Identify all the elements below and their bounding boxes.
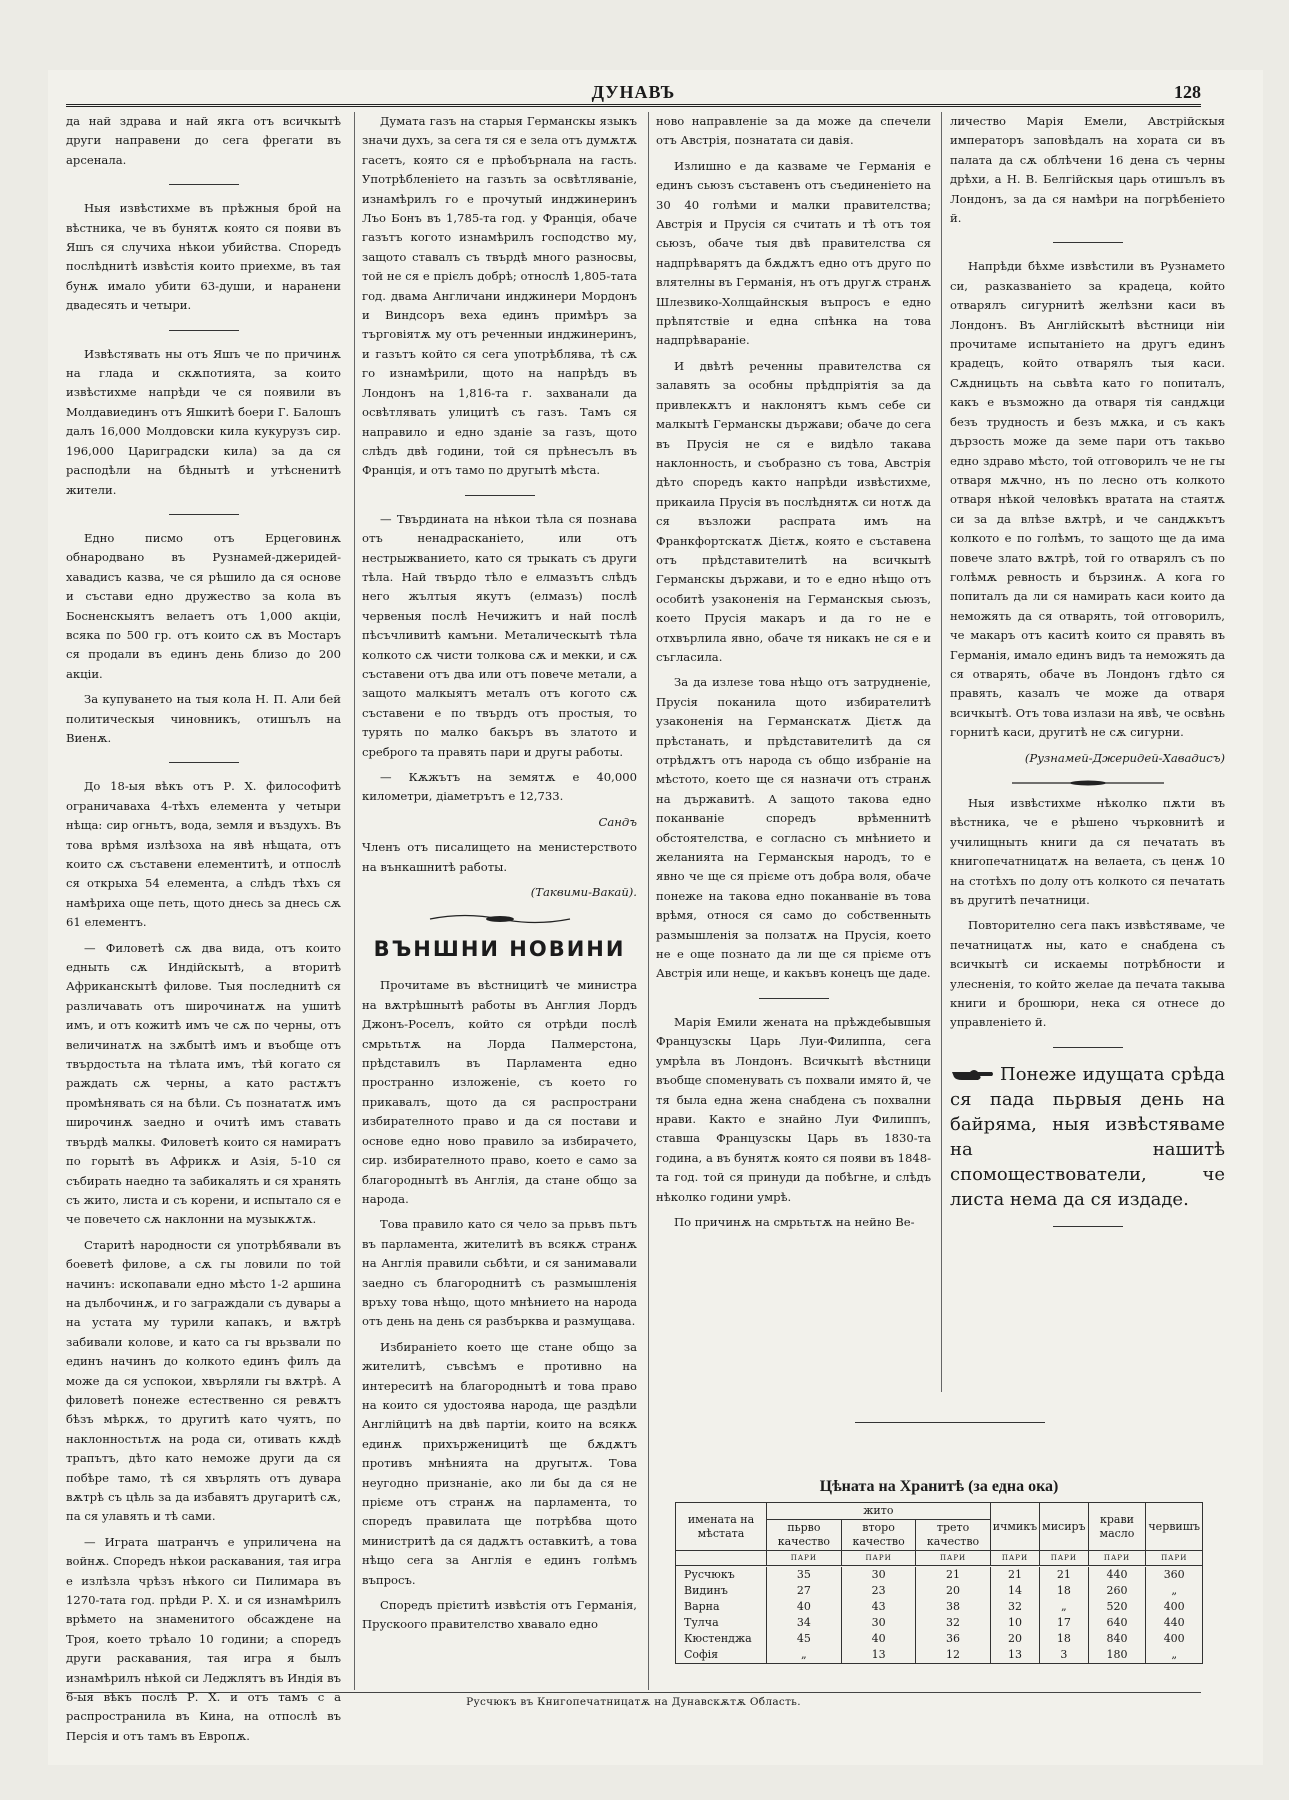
article-paragraph: Ныя извѣстихме нѣколко пѫти въ вѣстника, че е рѣшено чърковнитѣ и училищныть книги да ся печатать въ книгопечатницатѫ на велаета, съ ценѫ 10 на стотѣхъ по долу отъ колкото ся печатать въ другитѣ печатници. bbox=[950, 796, 1225, 908]
article-paragraph: Извѣстявать ны отъ Яшъ че по причинѫ на глада и скѫпотията, за които извѣстихме напрѣди че ся появили въ Молдавиединъ отъ Яшкитѣ боери Г. Балошъ далъ 16,000 Молдовски кила кукурузъ сир. 196,000 Цариградски кила) за да ся расподѣли на бѣднытѣ и утѣсненитѣ жители. bbox=[66, 346, 341, 497]
cell-maize: 18 bbox=[1040, 1583, 1088, 1599]
cell-maize: „ bbox=[1040, 1599, 1088, 1615]
ornament-divider bbox=[1008, 778, 1168, 788]
article-paragraph: Думата газъ на старыя Германскы языкъ значи духъ, за сега тя ся е зела отъ думѫтѫ гасетъ, която ся е прѣобърнала на гасть. Употрѣбленіето на газъть за освѣтляваніе, изнамѣрилъ го е прочутый инджинеринъ Лъо Бонъ въ 1,785-та год. у Франція, обаче газътъ когото изнамѣрилъ господство му, защото ставалъ съ твърдѣ много разносвы, той не ся е прієлъ добрѣ; относлѣ 1,805-тата год. двама Англичани инджинери Мордонъ и Виндсоръ веха единъ примѣръ за търговіятѫ му отъ реченныи инджинеринъ, и газътъ който ся сега употрѣблява, тѣ сѫ го изнамѣрили, щото на напрѣдъ въ Лондонъ на 1,816-та г. захванали да освѣтлявать улицитѣ съ газъ. Тамъ ся направило и едно зданіе за газъ, щото слѣдъ двѣ години, той ся прѣнесълъ въ Франція, и отъ тамо по другытѣ мѣста. bbox=[362, 114, 637, 478]
unit-label: ПАРИ bbox=[767, 1551, 842, 1566]
grain-prices bbox=[675, 1478, 1203, 1664]
prices-title: Цѣната на Хранитѣ (за една ока) bbox=[819, 1478, 1059, 1495]
column-header-barley: ичмикъ bbox=[990, 1503, 1039, 1551]
cell-q2: 30 bbox=[841, 1567, 916, 1583]
article-separator bbox=[759, 998, 829, 999]
masthead-rule bbox=[66, 104, 1201, 107]
cell-q1: 27 bbox=[767, 1583, 842, 1599]
cell-wine: 400 bbox=[1146, 1599, 1203, 1615]
cell-q1: 45 bbox=[767, 1631, 842, 1647]
unit-label: ПАРИ bbox=[916, 1551, 990, 1566]
article-separator bbox=[169, 514, 239, 515]
article-paragraph: Членъ отъ писалището на менистерството на вънкашнитѣ работы. bbox=[362, 840, 637, 874]
footer-rule bbox=[66, 1692, 1201, 1693]
cell-wine: „ bbox=[1146, 1583, 1203, 1599]
holiday-notice-text: Понеже идущата срѣда ся пада пьрвыя день на байряма, ныя извѣстяваме на нашитѣ спомоществователи, че листа нема да ся издаде. bbox=[950, 1063, 1225, 1210]
cell-q3: 20 bbox=[916, 1583, 990, 1599]
cell-wine: 400 bbox=[1146, 1631, 1203, 1647]
column-1 bbox=[66, 112, 341, 1743]
cell-wine: 440 bbox=[1146, 1615, 1203, 1631]
column-2 bbox=[362, 112, 637, 1692]
cell-q2: 43 bbox=[841, 1599, 916, 1615]
unit-cell bbox=[676, 1551, 767, 1566]
article-separator bbox=[169, 762, 239, 763]
unit-label: ПАРИ bbox=[1146, 1551, 1203, 1566]
cell-butter: 520 bbox=[1088, 1599, 1146, 1615]
article-paragraph: Марія Емили женатa на прѣждебывшыя Французскы Царь Луи-Филиппа, сега умрѣла въ Лондонъ. Всичкытѣ вѣстници въобще споменувать съ похвали имято й, че тя была една жена снабдена съ похвални нрави. Както е знайно Луи Филиппъ, ставша Французскы Царь въ 1830-та година, а въ бунятѫ която ся появи въ 1848-та год. той ся принуди да побѣгне, и слѣдъ нѣколко години умрѣ. bbox=[656, 1014, 931, 1204]
cell-place: Видинъ bbox=[676, 1583, 767, 1599]
cell-q3: 36 bbox=[916, 1631, 990, 1647]
table-row bbox=[676, 1567, 1203, 1583]
cell-butter: 180 bbox=[1088, 1647, 1146, 1664]
cell-q1: 35 bbox=[767, 1567, 842, 1583]
page-number: 128 bbox=[1174, 82, 1201, 102]
article-paragraph: да най здрава и най якга отъ всичкытѣ други направени до сега фрегати въ арсенала. bbox=[66, 114, 341, 167]
table-row bbox=[676, 1599, 1203, 1615]
article-paragraph: Ныя извѣстихме въ прѣжныя брой на вѣстника, че въ бунятѫ която ся появи въ Яшъ ся случиха нѣкои убийства. Споредъ послѣднитѣ извѣстія които приехме, въ тая бунѫ имало убити 63-души, и наранени двадесять и четыри. bbox=[66, 201, 341, 313]
article-paragraph: До 18-ыя вѣкъ отъ Р. Х. философитѣ ограничаваха 4-тѣхъ елемента у четыри нѣща: сир огньтъ, вода, земля и въздухъ. Въ това врѣмя излѣзоха на явѣ нѣщата, отъ които сѫ съставени елементитѣ, и отпослѣ ся открыха 54 елемента, а слѣдъ тѣхъ ся намѣриха още петь, щото днесь за днесь сѫ 61 елементъ. bbox=[66, 779, 341, 930]
article-signature: Сандъ bbox=[598, 814, 637, 829]
unit-label: ПАРИ bbox=[990, 1551, 1039, 1566]
printer-imprint: Русчюкъ въ Книгопечатницатѫ на Дунавскѫтѫ Область. bbox=[466, 1696, 801, 1708]
table-row bbox=[676, 1647, 1203, 1664]
column-4 bbox=[950, 112, 1225, 1402]
cell-q3: 12 bbox=[916, 1647, 990, 1664]
article-paragraph: За да излезе това нѣщо отъ затрудненіе, Прусія поканила щото избирателитѣ узаконенія на Германскатѫ Дієтѫ да прѣстанать, и прѣдставителитѣ да ся отрѣдѫтъ отъ народа съ общо избраніе на мѣстото, което ще ся назначи отъ странѫ на държавитѣ. А защото такова едно поканваніе споредъ врѣменнитѣ обстоятелства, е согласно съ мнѣнието и желанията на Германскыя народъ, то е явно че ще ся прієме отъ добра воля, обаче понеже на такова едно поканваніе въ това врѣмя, относя ся само до собственныть размышленія за ползатѫ на Прусія, което не е още познато да ли ще ся прієме отъ Австрія или неще, и какъвъ конецъ ще даде. bbox=[656, 675, 931, 981]
cell-place: Русчюкъ bbox=[676, 1567, 767, 1583]
article-paragraph: Избираніето което ще стане общо за жителитѣ, съвсѣмъ е противно на интереситѣ на благороднытѣ и това право на които ся удостоява народа, ще раздѣли Англійцитѣ на двѣ партіи, които на всякѫ единѫ прихърженицитѣ ще бѫдѫтъ противъ мнѣнията на другытѫ. Това неугодно признаніе, ако ли бы да ся не прієме отъ странѫ на парламента, то споредъ правилата ще потрѣбва щото министритѣ да ся дадѫтъ оставкитѣ, а това нѣщо сега за Англія е единъ голѣмъ въпросъ. bbox=[362, 1339, 637, 1587]
column-divider bbox=[648, 112, 649, 1690]
column-header-q1: пьрво качество bbox=[767, 1520, 842, 1551]
cell-maize: 17 bbox=[1040, 1615, 1088, 1631]
cell-place: Кюстенджа bbox=[676, 1631, 767, 1647]
newspaper-title: ДУНАВЪ bbox=[591, 82, 676, 102]
cell-q2: 30 bbox=[841, 1615, 916, 1631]
cell-q2: 13 bbox=[841, 1647, 916, 1664]
column-divider bbox=[354, 112, 355, 1690]
article-source: (Таквими-Вакай). bbox=[530, 885, 637, 900]
section-heading: ВЪНШНИ НОВИНИ bbox=[373, 937, 626, 962]
unit-label: ПАРИ bbox=[1088, 1551, 1146, 1566]
cell-butter: 260 bbox=[1088, 1583, 1146, 1599]
article-paragraph: Това правило като ся чело за прьвъ пьтъ въ парламента, жителитѣ въ всякѫ странѫ на Англія правили сьбѣти, и ся занимавали заедно съ благороднитѣ съ размышленія връху това нѣщо, щото мнѣнието на народа отъ день на день ся разбърква и размущава. bbox=[362, 1217, 637, 1329]
article-paragraph: И двѣтѣ реченны правителства ся залавять за особны прѣдпріятія за да привлекѫтъ и наклонятъ кьмъ себе си малкытѣ Германскы държави; обаче до сега въ Прусія не ся е видѣло такава наклонность, и съобразно съ това, Австрія дѣто споредъ както напрѣди извѣстихме, прикаила Прусія въ послѣднятѫ си нотѫ да ся възложи распрата имъ на Франкфортскатѫ Дієтѫ, която е съставена отъ прѣдставителитѣ на всичкытѣ Германскы държави, и то е едно нѣщо отъ особитѣ узаконенія на Германскыя сьюзъ, което Прусія макаръ и да го не е отхвърлила явно, обаче тя никакъ не ся е и съгласила. bbox=[656, 358, 931, 664]
cell-q1: „ bbox=[767, 1647, 842, 1664]
cell-barley: 13 bbox=[990, 1647, 1039, 1664]
cell-butter: 640 bbox=[1088, 1615, 1146, 1631]
article-paragraph: личество Марія Емели, Австрійскыя императоръ заповѣдалъ на хората си въ палата да сѫ облѣчени 16 дена съ черны дрѣхи, а Н. В. Белгійскыя царь отишълъ въ Лондонъ, за да ся намѣри на погрѣбеніето й. bbox=[950, 114, 1225, 226]
cell-maize: 3 bbox=[1040, 1647, 1088, 1664]
table-row bbox=[676, 1583, 1203, 1599]
masthead bbox=[66, 82, 1201, 106]
cell-wine: „ bbox=[1146, 1647, 1203, 1664]
cell-barley: 14 bbox=[990, 1583, 1039, 1599]
cell-q1: 40 bbox=[767, 1599, 842, 1615]
table-row bbox=[676, 1615, 1203, 1631]
column-3 bbox=[656, 112, 931, 1392]
article-paragraph: Повторително сега пакъ извѣстяваме, че печатницатѫ ны, като е снабдена съ всичкытѣ си искаемы потрѣбности и улесненія, то който желае да печата такыва книги и брошюри, нека ся отнесе до управленіето й. bbox=[950, 918, 1225, 1030]
table-row bbox=[676, 1631, 1203, 1647]
column-header-maize: мисиръ bbox=[1040, 1503, 1088, 1551]
ornament-divider bbox=[425, 912, 575, 926]
cell-wine: 360 bbox=[1146, 1567, 1203, 1583]
cell-barley: 20 bbox=[990, 1631, 1039, 1647]
cell-barley: 10 bbox=[990, 1615, 1039, 1631]
article-separator bbox=[169, 330, 239, 331]
holiday-notice bbox=[950, 1062, 1225, 1212]
article-separator bbox=[1053, 1226, 1123, 1227]
article-paragraph: — Твърдината на нѣкои тѣла ся познава отъ ненадрасканіето, или отъ нестрыжванието, като ся трыкать съ други тѣла. Най твърдо тѣло е елмазътъ слѣдъ него жълтыя якутъ (елмазъ) послѣ червеныя послѣ Нечижитъ и най послѣ пѣсъчливитѣ камъни. Металическытѣ тѣла колкото сѫ чисти толкова сѫ и мекки, и сѫ съставени отъ два или отъ повече метали, а защото малкыятъ металъ отъ когото сѫ съставени е по твърдъ отъ простыя, то турять по малко бакъръ въ златото и среброго та правять пари и другы работы. bbox=[362, 511, 637, 759]
article-separator bbox=[169, 184, 239, 185]
article-paragraph: За купуването на тыя кола Н. П. Али бей политическыя чиновникъ, отишълъ на Виенѫ. bbox=[66, 692, 341, 745]
column-divider bbox=[941, 112, 942, 1392]
column-header-q2: второ качество bbox=[841, 1520, 916, 1551]
cell-barley: 32 bbox=[990, 1599, 1039, 1615]
cell-maize: 18 bbox=[1040, 1631, 1088, 1647]
article-paragraph: Едно писмо отъ Ерцеговинѫ обнародвано въ Рузнамей-джеридей-хавадисъ казва, че ся рѣшило да ся основе и състави едно дружество за кола въ Босненскыятъ велаетъ отъ 1,000 акціи, всяка по 500 гр. отъ които сѫ въ Мостаръ ся продали въ единъ день близо до 200 акціи. bbox=[66, 530, 341, 681]
cell-q2: 23 bbox=[841, 1583, 916, 1599]
prices-table bbox=[675, 1502, 1203, 1664]
unit-label: ПАРИ bbox=[1040, 1551, 1088, 1566]
article-paragraph: ново направленіе за да може да спечели отъ Австрія, познатата си давія. bbox=[656, 114, 931, 148]
column-header-wheat: жито bbox=[767, 1503, 991, 1520]
cell-q2: 40 bbox=[841, 1631, 916, 1647]
article-paragraph: По причинѫ на смрьтьтѫ на нейно Ве- bbox=[674, 1214, 915, 1229]
article-paragraph: — Филоветѣ сѫ два вида, отъ които едныть сѫ Индійскытѣ, а вторитѣ Африканскытѣ филове. Тыя последнитѣ ся различавать отъ широчинатѫ на ушитѣ имъ, и отъ кожитѣ имъ че сѫ по черны, отъ величинатѫ на зѫбытѣ имъ и въобще отъ твърдостьта на тѣлата имъ, тѣй когато ся раждать сѫ черны, а като растѫтъ промѣнявать ся на бѣли. Съ познататѫ имъ широчинѫ заедно и очитѣ имъ ставать твърдѣ малкы. Филоветѣ които ся намиратъ по горытѣ въ Африкѫ и Азія, 5-10 ся събирать наедно та забикалять и ся хранять съ жито, листа и съ корени, и испытало ся е че повечето сѫ наклонни на музыкѫтѫ. bbox=[66, 940, 341, 1227]
cell-q3: 32 bbox=[916, 1615, 990, 1631]
article-paragraph: — Кѫжътъ на земятѫ е 40,000 километри, діаметрътъ е 12,733. bbox=[362, 770, 637, 804]
article-paragraph: Напрѣди бѣхме извѣстили въ Рузнамето си, разказваніето за крадеца, който отварялъ сигурнитѣ желѣзни каси въ Лондонъ. Въ Англійскытѣ вѣстници ніи прочитаме испытаніето на другъ единъ крадецъ, който отварялъ тыя каси. Сѫдницьть на сьвѣта като го попиталъ, какъ е възможно да отваря тія сандѫци безъ трудность и безъ мѫка, и съ какъ дързость може да земе пари отъ такьво едно здраво мѣсто, той отговорилъ че не гы отваря мѫчно, нъ по лесно отъ колкото отваря нѣкой человѣкъ вратата на стаятѫ си за да влѣзе вѫтрѣ, и че сандѫкътъ колкото е по голѣмъ, то защото ще да има повече злато вѫтрѣ, той го отварялъ съ по голѣмѫ ревность и бързинѫ. А кога го попиталъ да ли ся намирать каси които да неможять да ся отварять, той отговорилъ, че макаръ отъ каситѣ които ся правять въ Германія, имало единъ видъ та неможять да ся отварять, обаче въ Лондонъ гдѣто ся правять, казалъ че може да отваря всичкытѣ. Отъ това излази на явѣ, че освѣнь горнитѣ каси, другитѣ не сѫ сигурни. bbox=[950, 259, 1225, 740]
pointing-hand-icon bbox=[950, 1066, 994, 1084]
article-separator bbox=[465, 495, 535, 496]
cell-place: Тулча bbox=[676, 1615, 767, 1631]
column-header-butter: крави масло bbox=[1088, 1503, 1146, 1551]
article-source: (Рузнамей-Джеридей-Хавадисъ) bbox=[1024, 750, 1225, 765]
column-header-wine: червишъ bbox=[1146, 1503, 1203, 1551]
article-paragraph: Излишно е да казваме че Германія е единъ сьюзъ съставенъ отъ съединеніето на 30 40 голѣми и малки правителства; Австрія и Прусія ся считать и тѣ отъ тоя сьюзъ, обаче тыя двѣ правителства ся надпрѣварятъ да бѫдѫтъ едно отъ друго по влятелны въ Германія, нъ отъ другѫ странѫ Шлезвико-Холщайнскыя въпросъ е едно прѣпятствіе и една спѣнка на това надпрѣвараніе. bbox=[656, 158, 931, 348]
article-paragraph: Старитѣ народности ся употрѣбявали въ боеветѣ филове, а сѫ гы ловили по той начинъ: ископавали едно мѣсто 1-2 аршина на дълбочинѫ, и го заграждали съ дувары а на устата му турили капакъ, и вѫтрѣ забивали колове, и като са гы врьзвали по единъ начинъ до колкото единъ филъ да може да ся успокои, хвърляли гы вѫтрѣ. А филоветѣ понеже естественно ся ревѫтъ бѣзъ мѣркѫ, то другитѣ като чуятъ, по наклонностьтѫ на рода си, отивать кѫдѣ трапътъ, дѣто като неможе други да ся побѣре тамо, тѣ ся хвърлять отъ дувара вѫтрѣ съ цѣль за да избавятъ другаритѣ сѫ, па ся улавять и тѣ сами. bbox=[66, 1237, 341, 1524]
column-header-place: имената на мѣстата bbox=[676, 1503, 767, 1551]
cell-place: Софія bbox=[676, 1647, 767, 1664]
article-separator bbox=[1053, 1047, 1123, 1048]
column-header-q3: трето качество bbox=[916, 1520, 990, 1551]
article-paragraph: Споредъ прієтитѣ извѣстія отъ Германія, Прускоого правителство хвавало едно bbox=[362, 1598, 637, 1632]
article-separator bbox=[855, 1422, 1045, 1423]
cell-maize: 21 bbox=[1040, 1567, 1088, 1583]
cell-place: Варна bbox=[676, 1599, 767, 1615]
article-separator bbox=[1053, 242, 1123, 243]
cell-q1: 34 bbox=[767, 1615, 842, 1631]
cell-q3: 38 bbox=[916, 1599, 990, 1615]
cell-butter: 440 bbox=[1088, 1567, 1146, 1583]
cell-q3: 21 bbox=[916, 1567, 990, 1583]
cell-butter: 840 bbox=[1088, 1631, 1146, 1647]
unit-label: ПАРИ bbox=[841, 1551, 916, 1566]
article-paragraph: — Играта шатранчъ е уприличена на войнѫ. Споредъ нѣкои раскавания, тая игра е излѣзла чрѣзъ нѣкого си Пилимара въ 1270-тата год. прѣди Р. Х. и ся изнамѣрилъ врѣмето на знаменитого обсаждене на Троя, което трѣало 10 години; а споредъ други раскавания, тая игра я былъ изнамѣрилъ нѣкой си Леджлятъ въ Индія въ 6-ыя вѣкъ послѣ Р. Х. и отъ тамъ с а распространила въ Кина, на отпослѣ въ Персія и отъ тамъ въ Европѫ. bbox=[66, 1534, 341, 1743]
cell-barley: 21 bbox=[990, 1567, 1039, 1583]
article-paragraph: Прочитаме въ вѣстницитѣ че министра на вѫтрѣшнытѣ работы въ Англия Лордъ Джонъ-Роселъ, който ся отрѣди послѣ смрьтьтѫ на Лорда Палмерстона, прѣдставилъ въ Парламента едно пространно изложеніе, съ което го прикавалъ, щото да ся распространи избирателното право и да ся постави и основе едно ново правило за избирачето, сир. избирателното право, което е само за благороднытѣ въ Англія, да стане общо за народа. bbox=[362, 978, 637, 1206]
